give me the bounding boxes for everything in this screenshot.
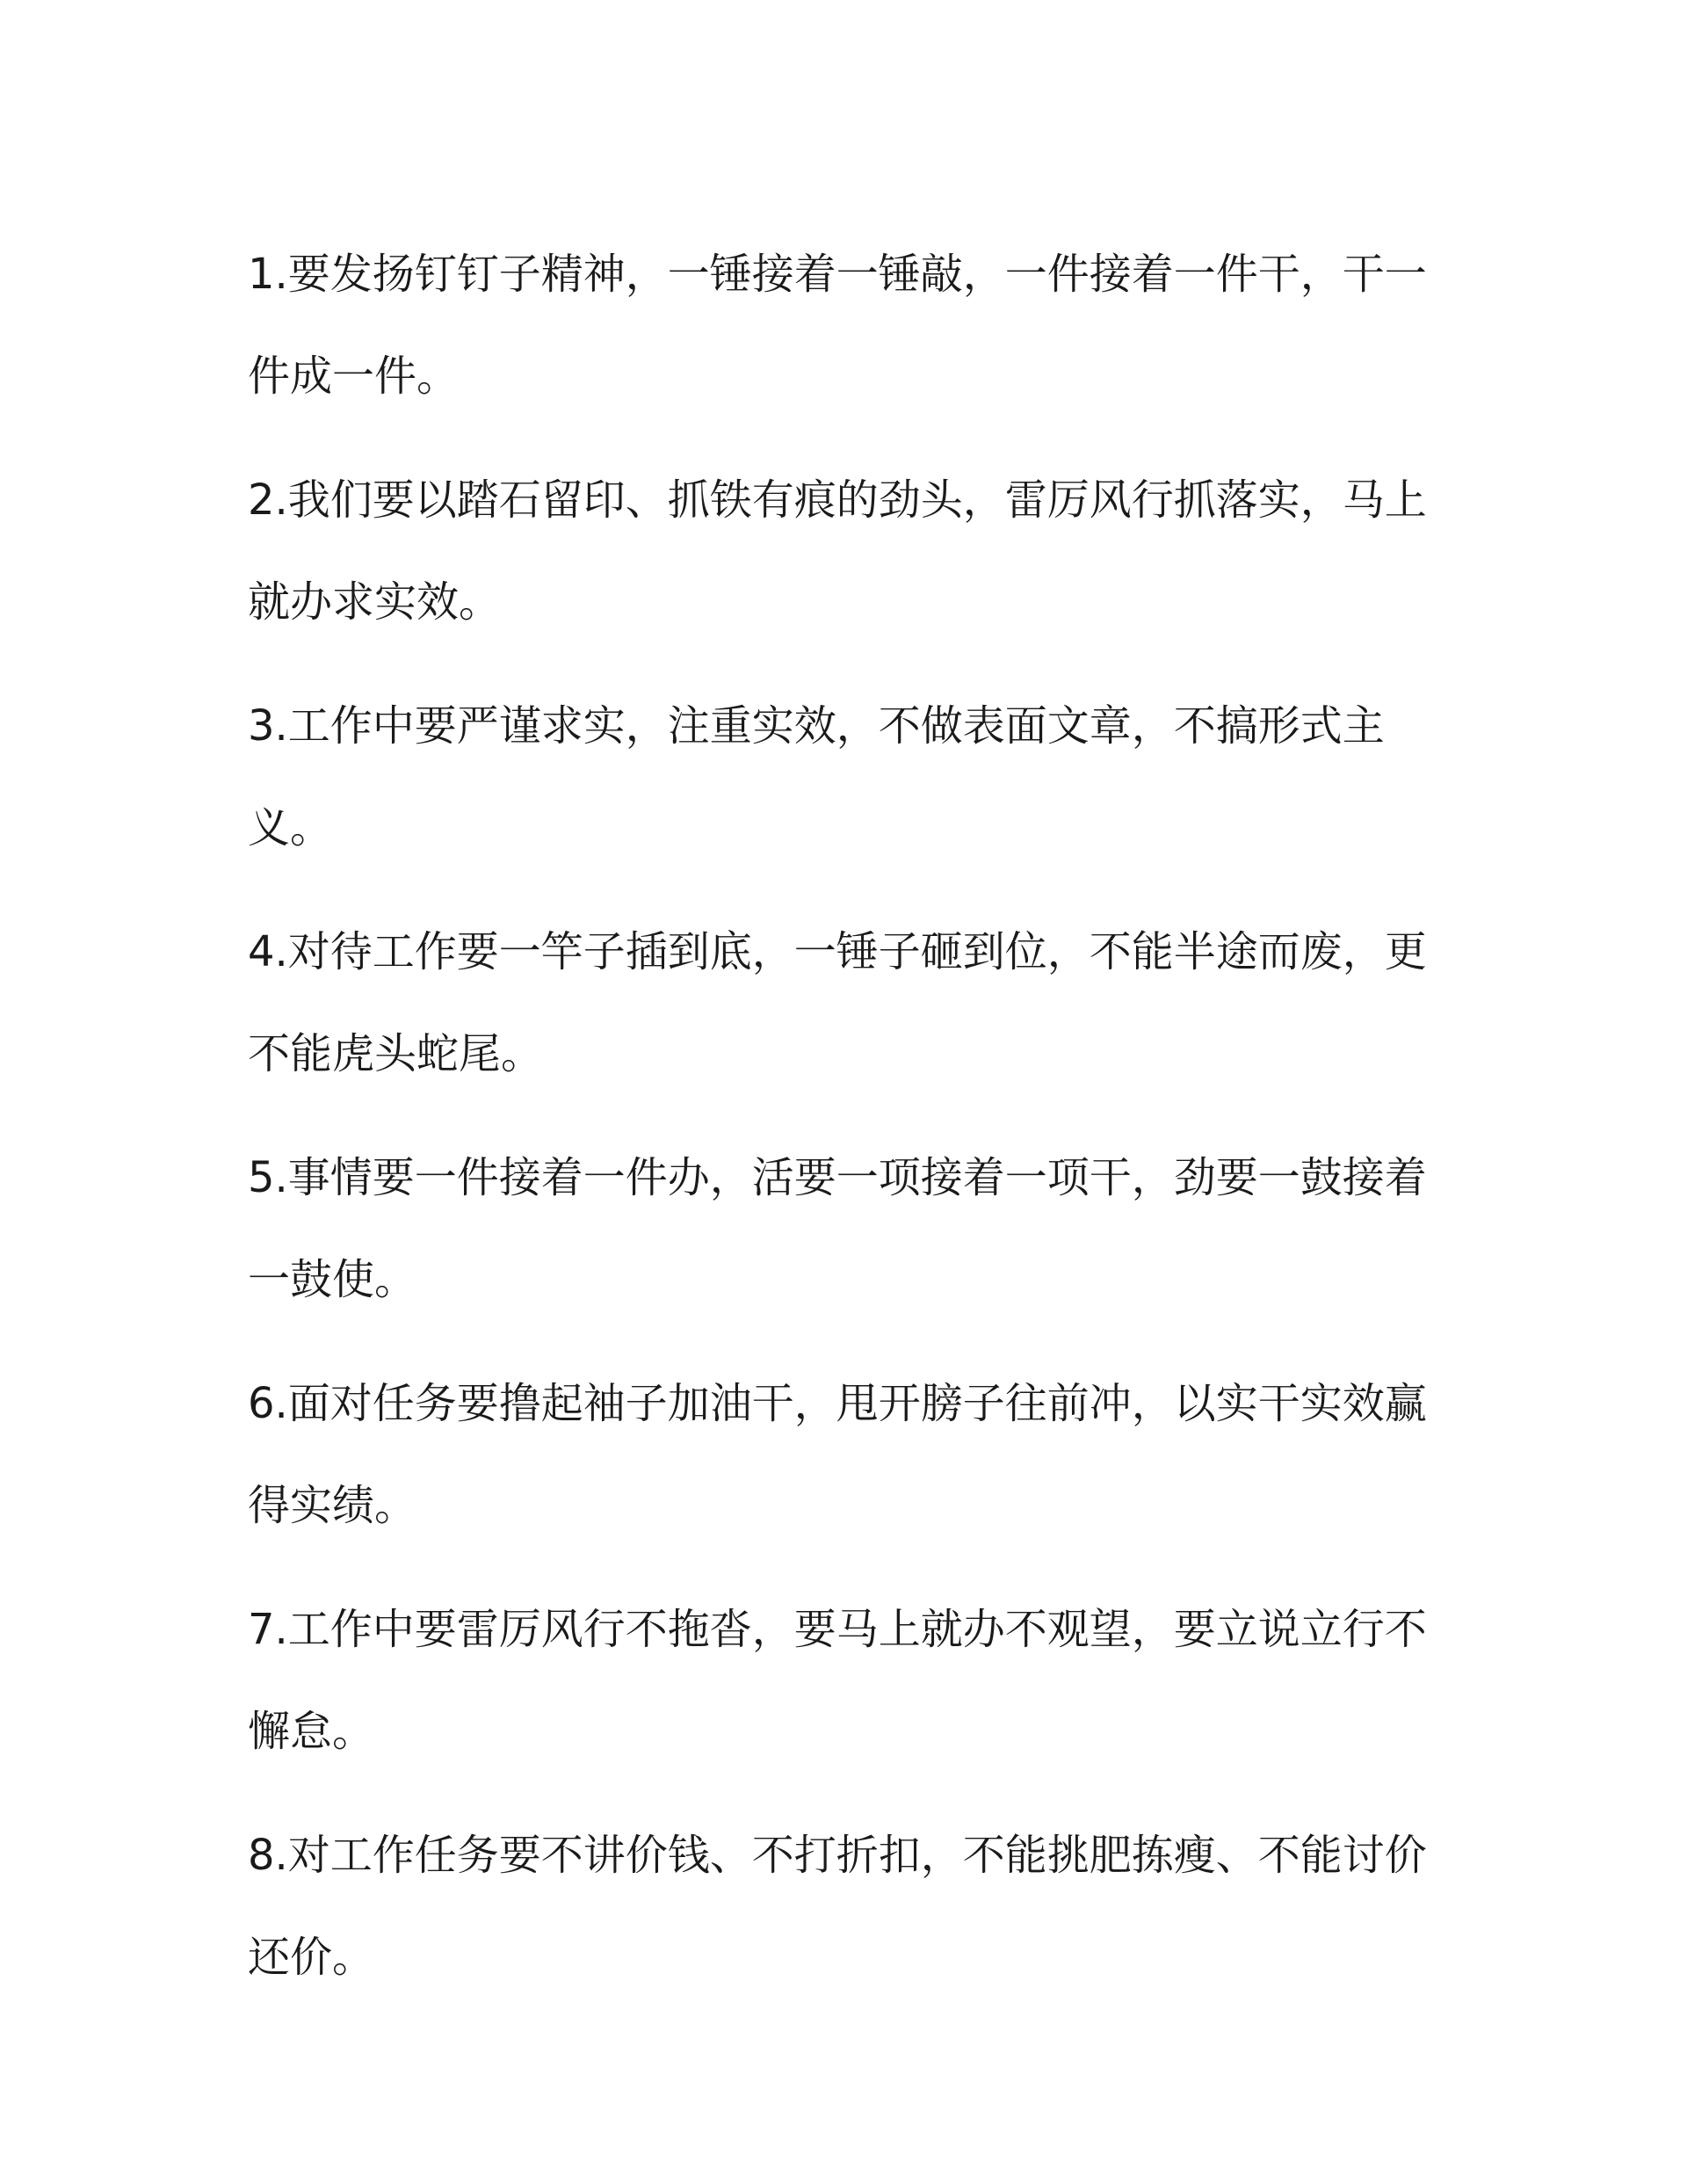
paragraph-2: 2.我们要以踏石留印、抓铁有痕的劲头，雷厉风行抓落实，马上就办求实效。 (248, 475, 1427, 627)
paragraph-3: 3.工作中要严谨求实，注重实效，不做表面文章，不搞形式主义。 (248, 701, 1385, 853)
paragraph-1: 1.要发扬钉钉子精神，一锤接着一锤敲，一件接着一件干，干一件成一件。 (248, 250, 1427, 401)
paragraph-4: 4.对待工作要一竿子插到底，一锤子砸到位，不能半途而废，更不能虎头蛇尾。 (248, 927, 1427, 1078)
paragraph-7: 7.工作中要雷厉风行不拖沓，要马上就办不观望，要立说立行不懈怠。 (248, 1605, 1427, 1756)
document-body (248, 223, 1443, 2008)
paragraph-5: 5.事情要一件接着一件办，活要一项接着一项干，劲要一鼓接着一鼓使。 (248, 1153, 1427, 1304)
paragraph-8: 8.对工作任务要不讲价钱、不打折扣，不能挑肥拣瘦、不能讨价还价。 (248, 1831, 1427, 1982)
paragraph-6: 6.面对任务要撸起袖子加油干，甩开膀子往前冲，以实干实效赢得实绩。 (248, 1379, 1427, 1530)
